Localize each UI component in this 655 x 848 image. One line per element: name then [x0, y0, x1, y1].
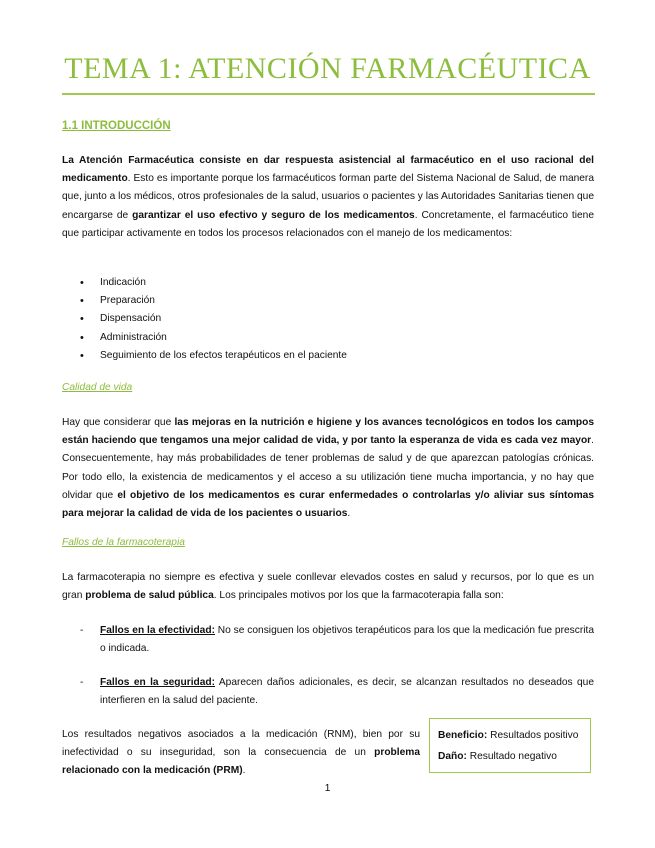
bullet-item: • Indicación — [62, 274, 347, 292]
fallos-bold-2: problema de salud pública — [85, 590, 214, 602]
intro-bold-1: La Atención Farmacéutica consiste en dar respuesta asistencial al farmacéutico en el uso racional del medicamento — [62, 155, 594, 185]
rnm-text-1: Los resultados negativos asociados a la medicación (RNM), bien por su inefectividad o su inseguridad, son la consecuencia de un — [62, 729, 420, 759]
rnm-paragraph — [62, 726, 420, 781]
rnm-text-3: . — [242, 765, 246, 777]
rnm-bold-2: problema relacionado con la medicación (PRM) — [62, 747, 420, 777]
dash-item-text: No se consiguen los objetivos terapéuticos para los que la medicación fue prescrita o indicada. — [100, 625, 594, 655]
title-underline-rule — [62, 93, 595, 95]
beneficio-dano-box — [429, 718, 591, 773]
fallos-text-3: . Los principales motivos por los que la farmacoterapia falla son: — [213, 590, 504, 602]
dash-item-text: Aparecen daños adicionales, es decir, se alcanzan resultados no deseados que interfieren en la salud del paciente. — [100, 677, 594, 707]
bullet-item: • Dispensación — [62, 310, 347, 328]
dash-marker: - — [80, 625, 84, 636]
dano-text: Resultado negativo — [466, 751, 557, 762]
intro-paragraph — [62, 152, 594, 243]
fallos-text-1: La farmacoterapia no siempre es efectiva y suele conllevar elevados costes en salud y recursos, por lo que es un gran — [62, 572, 594, 602]
process-bullet-list — [62, 274, 347, 365]
section-heading-introduccion: 1.1 INTRODUCCIÓN — [62, 120, 171, 132]
fallos-paragraph — [62, 569, 594, 605]
bullet-item: • Administración — [62, 329, 347, 347]
calidad-bold-4: el objetivo de los medicamentos es curar enfermedades o controlarlas y/o aliviar sus síntomas para mejorar la calidad de vida de los pacientes o usuarios — [62, 489, 594, 520]
calidad-bold-2: las mejoras en la nutrición e higiene y los avances tecnológicos en todos los campos están haciendo que tengamos una mejor calidad de vida, y por tanto la esperanza de vida es cada vez mayor — [62, 417, 595, 447]
calidad-text-5: . — [347, 508, 351, 520]
dash-item-efectividad — [62, 622, 594, 658]
calidad-paragraph — [62, 414, 594, 523]
dano-line — [438, 746, 582, 767]
calidad-text-1: Hay que considerar que — [62, 417, 175, 428]
subheading-calidad-de-vida: Calidad de vida — [62, 382, 133, 393]
beneficio-line — [438, 725, 582, 746]
dash-item-label: Fallos en la seguridad: — [100, 677, 216, 688]
calidad-text-3: . Consecuentemente, hay más probabilidades de tener problemas de salud y de que aparezcan patologías crónicas. Por todo ello, la existencia de medicamentos y el acceso a su utilización tiene mucha importancia, y no hay que olvidar que — [62, 435, 594, 501]
dash-item-label: Fallos en la efectividad: — [100, 625, 215, 636]
dash-marker: - — [80, 677, 84, 688]
dash-item-seguridad — [62, 674, 594, 710]
bullet-item: • Preparación — [62, 292, 347, 310]
page-title: TEMA 1: ATENCIÓN FARMACÉUTICA — [64, 52, 591, 85]
intro-bold-3: garantizar el uso efectivo y seguro de los medicamentos — [132, 209, 415, 221]
beneficio-label: Beneficio: — [438, 730, 488, 741]
intro-text-4: . Concretamente, el farmacéutico tiene que participar activamente en todos los procesos relacionados con el manejo de los medicamentos: — [62, 209, 594, 239]
bullet-item: • Seguimiento de los efectos terapéuticos en el paciente — [62, 347, 347, 365]
page-number: 1 — [324, 782, 331, 794]
beneficio-text: Resultados positivo — [487, 730, 579, 741]
intro-text-2: . Esto es importante porque los farmacéuticos forman parte del Sistema Nacional de Salud, de manera que, junto a los médicos, otros profesionales de la salud, usuarios o pacientes y las Autoridades Sanitarias tienen que encargarse de — [62, 173, 594, 221]
dano-label: Daño: — [438, 751, 467, 762]
subheading-fallos-farmacoterapia: Fallos de la farmacoterapia — [62, 537, 185, 548]
